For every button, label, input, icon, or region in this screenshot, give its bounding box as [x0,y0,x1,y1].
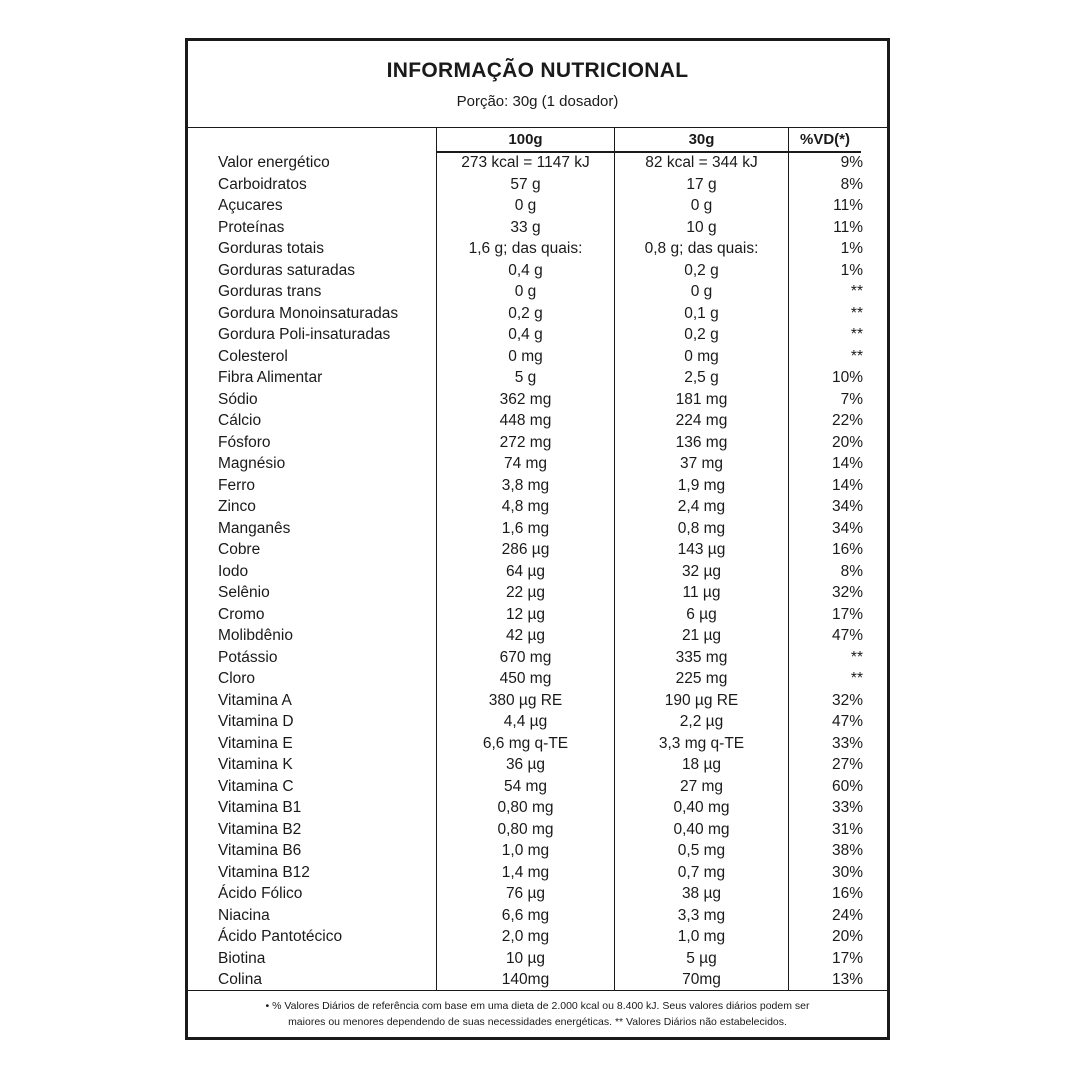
value-30g: 0,2 g [684,326,719,343]
nutrient-name: Gorduras totais [218,240,324,257]
column-header-30g: 30g [615,131,788,153]
value-vd: 16% [831,885,863,902]
value-vd: 7% [840,390,863,408]
value-vd: 27% [831,756,863,773]
value-vd: 33% [831,799,863,816]
value-30g: 0,1 g [684,304,719,322]
value-30g: 3,3 mg [677,906,726,924]
table-row [188,819,893,841]
value-30g: 1,0 mg [677,928,726,945]
table-row [188,776,893,798]
value-100g: 140mg [501,971,550,988]
table-row [188,840,893,862]
value-30g: 181 mg [675,390,728,408]
nutrient-name: Magnésio [218,455,286,472]
value-30g: 21 µg [681,627,722,644]
value-vd: ** [850,283,863,300]
value-30g: 224 mg [675,412,728,429]
value-30g: 5 µg [686,949,717,967]
value-vd: 1% [840,261,863,279]
nutrient-name: Valor energético [218,154,330,171]
value-30g: 225 mg [675,670,728,687]
nutrient-table [188,152,893,991]
value-30g: 37 mg [679,455,724,472]
value-30g: 0 g [690,197,713,214]
value-100g: 3,8 mg [501,476,550,494]
table-row [188,733,893,755]
nutrient-name: Gordura Poli-insaturadas [218,326,391,343]
value-vd: 14% [831,476,863,494]
value-vd: 8% [840,562,863,580]
value-100g: 36 µg [505,756,546,773]
table-row [188,926,893,948]
nutrient-name: Biotina [218,949,266,967]
nutrient-name: Vitamina B1 [218,799,302,816]
value-vd: ** [850,326,863,343]
value-vd: 17% [831,949,863,967]
table-row [188,582,893,604]
value-30g: 143 µg [677,541,726,558]
table-row [188,539,893,561]
value-30g: 0,40 mg [673,820,730,838]
nutrient-name: Vitamina D [218,713,294,730]
value-100g: 22 µg [505,584,546,601]
table-row [188,668,893,690]
table-row [188,389,893,411]
value-100g: 0 mg [508,347,543,365]
value-vd: 8% [840,175,863,193]
nutrient-name: Carboidratos [218,175,307,193]
column-header-100g: 100g [437,131,614,153]
value-30g: 70mg [682,971,721,988]
value-100g: 448 mg [499,412,552,429]
value-100g: 64 µg [505,562,546,580]
nutrient-name: Ácido Fólico [218,885,303,902]
nutrient-name: Ácido Pantotécico [218,928,343,945]
value-100g: 54 mg [503,777,548,795]
value-100g: 0,4 g [508,261,543,279]
nutrient-name: Gorduras trans [218,283,322,300]
value-30g: 18 µg [681,756,722,773]
value-100g: 0 g [514,283,537,300]
table-row [188,260,893,282]
value-30g: 0 mg [684,347,719,365]
panel-title: INFORMAÇÃO NUTRICIONAL [386,59,689,82]
table-row [188,410,893,432]
table-row [188,754,893,776]
table-row [188,711,893,733]
footnote-line-2: maiores ou menores dependendo de suas necessidades energéticas. ** Valores Diários não estabelecidos. [288,1016,787,1028]
nutrition-facts-panel [185,38,890,1040]
value-100g: 76 µg [505,885,546,902]
nutrient-name: Cloro [218,670,256,687]
table-row [188,561,893,583]
nutrient-name: Niacina [218,906,270,924]
nutrient-name: Sódio [218,390,258,408]
table-row [188,238,893,260]
nutrient-name: Manganês [218,519,291,537]
nutrient-name: Selênio [218,584,270,601]
nutrient-name: Molibdênio [218,627,293,644]
value-100g: 1,6 g; das quais: [468,240,583,257]
value-30g: 2,5 g [684,369,719,386]
nutrient-name: Iodo [218,562,249,580]
value-vd: 16% [831,541,863,558]
value-vd: 11% [833,218,863,236]
value-vd: 34% [831,498,863,515]
value-100g: 0 g [514,197,537,214]
value-vd: 9% [840,154,863,171]
value-30g: 1,9 mg [677,476,726,494]
value-100g: 42 µg [505,627,546,644]
value-100g: 0,80 mg [497,799,554,816]
value-30g: 2,4 mg [677,498,726,515]
value-100g: 380 µg RE [488,691,563,709]
value-30g: 10 g [686,218,717,236]
nutrient-name: Gorduras saturadas [218,261,355,279]
value-100g: 273 kcal = 1147 kJ [461,154,590,171]
nutrient-name: Vitamina E [218,734,293,752]
value-100g: 33 g [510,218,541,236]
table-row [188,969,893,991]
nutrient-name: Colesterol [218,347,288,365]
nutrient-name: Vitamina A [218,691,292,709]
value-vd: 60% [831,777,863,795]
nutrient-name: Zinco [218,498,256,515]
column-header-vd: %VD(*) [789,131,861,153]
value-30g: 335 mg [675,648,728,666]
table-row [188,948,893,970]
value-30g: 38 µg [681,885,722,902]
value-30g: 0,5 mg [677,842,726,859]
value-vd: 14% [831,455,863,472]
value-vd: ** [850,670,863,687]
value-30g: 0,2 g [684,261,719,279]
value-100g: 0,80 mg [497,820,554,838]
value-30g: 0,8 mg [677,519,726,537]
footnote [218,998,857,1030]
value-vd: 20% [831,433,863,451]
value-100g: 362 mg [499,390,552,408]
nutrient-name: Fósforo [218,433,271,451]
value-30g: 6 µg [686,605,717,623]
value-vd: 10% [831,369,863,386]
table-row [188,432,893,454]
value-vd: ** [850,304,863,322]
portion-size: Porção: 30g (1 dosador) [456,93,619,110]
value-100g: 670 mg [499,648,552,666]
table-row [188,281,893,303]
value-100g: 6,6 mg q-TE [482,734,569,752]
table-row [188,475,893,497]
value-30g: 0,8 g; das quais: [644,240,759,257]
value-30g: 11 µg [682,584,721,601]
value-30g: 136 mg [675,433,728,451]
value-vd: 31% [831,820,863,838]
value-vd: 30% [831,863,863,881]
nutrient-name: Ferro [218,476,256,494]
table-row [188,174,893,196]
nutrient-name: Vitamina B6 [218,842,302,859]
nutrient-name: Gordura Monoinsaturadas [218,304,399,322]
value-vd: 11% [833,197,863,214]
value-30g: 17 g [686,175,717,193]
value-100g: 1,0 mg [501,842,550,859]
value-100g: 6,6 mg [501,906,550,924]
value-100g: 0,2 g [508,304,543,322]
nutrient-name: Vitamina K [218,756,293,773]
table-row [188,217,893,239]
value-100g: 1,6 mg [501,519,550,537]
table-row [188,496,893,518]
value-100g: 10 µg [505,949,546,967]
table-row [188,905,893,927]
table-row [188,647,893,669]
value-vd: ** [850,648,863,666]
value-100g: 272 mg [499,433,552,451]
value-vd: 47% [831,713,863,730]
nutrient-name: Cálcio [218,412,262,429]
footnote-line-1: • % Valores Diários de referência com base em uma dieta de 2.000 kcal ou 8.400 kJ. Seus valores diários podem ser [265,1000,810,1012]
value-vd: 32% [831,691,863,709]
value-vd: 34% [831,519,863,537]
nutrient-name: Cromo [218,605,265,623]
table-row [188,195,893,217]
header-divider [188,127,887,128]
table-row [188,303,893,325]
nutrient-name: Potássio [218,648,278,666]
nutrient-name: Colina [218,971,262,988]
table-row [188,883,893,905]
table-row [188,518,893,540]
nutrient-name: Cobre [218,541,261,558]
value-100g: 74 mg [503,455,548,472]
table-row [188,797,893,819]
value-30g: 0,7 mg [677,863,726,881]
value-vd: 24% [831,906,863,924]
value-100g: 4,8 mg [501,498,550,515]
footer-divider [188,990,887,991]
nutrient-name: Vitamina B2 [218,820,302,838]
nutrient-name: Açucares [218,197,283,214]
table-row [188,862,893,884]
value-vd: 22% [831,412,863,429]
value-100g: 2,0 mg [501,928,550,945]
table-row [188,324,893,346]
value-vd: 13% [831,971,863,988]
value-vd: 33% [831,734,863,752]
value-vd: 1% [840,240,863,257]
nutrient-name: Vitamina C [218,777,294,795]
value-vd: 47% [831,627,863,644]
table-row [188,625,893,647]
value-30g: 27 mg [679,777,724,795]
value-100g: 5 g [514,369,537,386]
value-100g: 12 µg [505,605,546,623]
value-30g: 0,40 mg [673,799,730,816]
nutrient-name: Proteínas [218,218,285,236]
nutrient-name: Vitamina B12 [218,863,310,881]
nutrient-name: Fibra Alimentar [218,369,323,386]
value-100g: 57 g [510,175,541,193]
value-vd: ** [850,347,863,365]
table-row [188,690,893,712]
value-30g: 32 µg [681,562,722,580]
value-100g: 1,4 mg [501,863,550,881]
value-100g: 0,4 g [508,326,543,343]
table-row [188,367,893,389]
value-100g: 4,4 µg [503,713,548,730]
value-30g: 2,2 µg [679,713,724,730]
table-row [188,346,893,368]
value-vd: 17% [831,605,863,623]
value-vd: 38% [831,842,863,859]
value-30g: 3,3 mg q-TE [658,734,745,752]
table-row [188,453,893,475]
value-30g: 82 kcal = 344 kJ [645,154,758,171]
table-row [188,152,893,174]
value-vd: 32% [831,584,863,601]
value-100g: 286 µg [501,541,550,558]
value-30g: 0 g [690,283,713,300]
value-100g: 450 mg [499,670,552,687]
table-row [188,604,893,626]
value-vd: 20% [831,928,863,945]
value-30g: 190 µg RE [664,691,739,709]
